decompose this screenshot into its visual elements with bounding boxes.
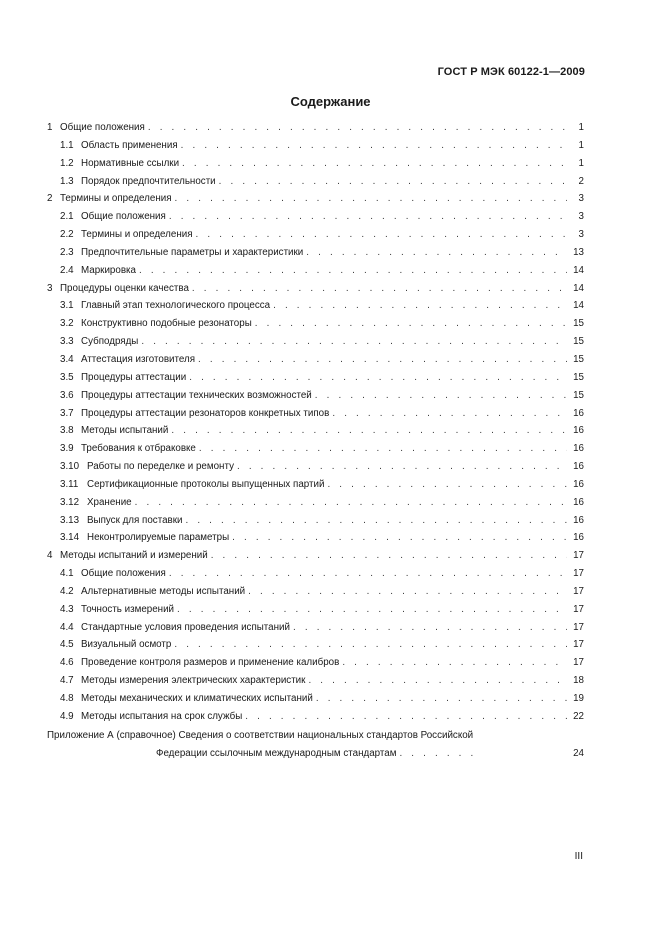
toc-entry: [47, 690, 584, 708]
toc-entry-number: 4.2: [60, 585, 74, 597]
toc-entry-number: 4.7: [60, 675, 74, 687]
toc-entry-number: 4.8: [60, 693, 74, 704]
dot-leader: [327, 476, 567, 494]
toc-entry: [47, 636, 584, 654]
toc-entry-number: 3.14: [60, 532, 80, 544]
toc-entry-number: 3.9: [60, 443, 74, 455]
toc-entry-title: Визуальный осмотр: [81, 639, 172, 651]
dot-leader: [211, 547, 567, 565]
toc-entry-title: Неконтролируемые параметры: [87, 532, 230, 544]
toc-entry-number: 3: [47, 282, 53, 294]
dot-leader: [171, 422, 567, 440]
toc-entry-number: 4.5: [60, 639, 74, 651]
table-of-contents: [47, 119, 584, 762]
toc-entry-page: 17: [573, 585, 584, 597]
toc-entry: [47, 654, 584, 672]
toc-entry-title: Маркировка: [81, 264, 136, 276]
toc-entry-page: 16: [573, 514, 584, 526]
toc-entry-number: 2.1: [60, 211, 74, 223]
toc-entry-title: Процедуры аттестации: [81, 371, 187, 383]
dot-leader: [175, 190, 567, 208]
toc-entry-page: 14: [573, 300, 584, 312]
toc-entry-number: 4.6: [60, 657, 74, 669]
page-title: Содержание: [290, 94, 371, 109]
toc-entry: [47, 476, 584, 494]
toc-entry: [47, 333, 584, 351]
toc-entry-title: Стандартные условия проведения испытаний: [81, 621, 290, 633]
dot-leader: [169, 208, 567, 226]
dot-leader: [185, 512, 567, 530]
appendix-title-line1: Приложение А (справочное) Сведения о соответствии национальных стандартов Российской: [47, 729, 474, 741]
toc-entry-page: 1: [578, 157, 584, 169]
toc-entry-page: 3: [578, 193, 584, 205]
toc-entry-number: 2.4: [60, 264, 74, 276]
document-code: ГОСТ Р МЭК 60122-1—2009: [437, 66, 585, 78]
toc-entry-number: 3.2: [60, 318, 74, 330]
toc-entry-page: 15: [573, 318, 584, 330]
toc-entry-number: 3.1: [60, 300, 74, 312]
page-folio: III: [574, 851, 583, 862]
toc-entry-title: Термины и определения: [81, 229, 193, 241]
toc-entry-title: Методы испытания на срок службы: [81, 710, 243, 722]
toc-entry-page: 18: [573, 675, 584, 687]
dot-leader: [219, 173, 567, 191]
toc-entry: [47, 297, 584, 315]
dot-leader: [196, 226, 567, 244]
toc-entry: [47, 565, 584, 583]
appendix-page-number: 24: [573, 747, 584, 759]
dot-leader: [316, 690, 567, 708]
toc-entry-title: Процедуры аттестации резонаторов конкретных типов: [81, 407, 330, 419]
toc-appendix-entry: [47, 727, 584, 763]
toc-entry: [47, 387, 584, 405]
toc-entry-page: 16: [573, 425, 584, 437]
toc-entry: [47, 422, 584, 440]
toc-entry-page: 15: [573, 389, 584, 401]
toc-entry-page: 15: [573, 371, 584, 383]
toc-entry-number: 3.10: [60, 461, 80, 473]
toc-entry: [47, 208, 584, 226]
toc-entry-title: Методы испытаний: [81, 425, 169, 437]
dot-leader: [182, 155, 567, 173]
toc-entry-number: 4.9: [60, 710, 74, 722]
dot-leader: [232, 529, 567, 547]
toc-entry-number: 3.6: [60, 389, 74, 401]
dot-leader: [199, 440, 567, 458]
toc-entry-number: 2.3: [60, 246, 74, 258]
toc-entry-title: Работы по переделке и ремонту: [87, 461, 234, 473]
toc-entry: [47, 369, 584, 387]
toc-entry: [47, 405, 584, 423]
toc-entry: [47, 494, 584, 512]
toc-entry-number: 1.1: [60, 139, 74, 151]
toc-entry: [47, 280, 584, 298]
toc-entry-title: Общие положения: [81, 568, 166, 580]
toc-entry-page: 3: [578, 211, 584, 223]
toc-entry: [47, 512, 584, 530]
toc-entry-number: 3.13: [60, 514, 80, 526]
toc-entry: [47, 601, 584, 619]
toc-entry-number: 3.7: [60, 407, 74, 419]
toc-entry: [47, 458, 584, 476]
toc-entry-page: 17: [573, 603, 584, 615]
toc-entry: [47, 226, 584, 244]
dot-leader: [315, 387, 567, 405]
toc-entry-page: 17: [573, 550, 584, 562]
toc-entry: [47, 173, 584, 191]
toc-entry-title: Хранение: [87, 496, 132, 508]
toc-entry: [47, 440, 584, 458]
toc-entry-title: Точность измерений: [81, 603, 175, 615]
toc-entry: [47, 119, 584, 137]
toc-entry: [47, 529, 584, 547]
toc-entry-title: Альтернативные методы испытаний: [81, 585, 246, 597]
toc-entry-page: 16: [573, 496, 584, 508]
toc-entry-number: 2.2: [60, 229, 74, 241]
toc-entry-number: 3.5: [60, 371, 74, 383]
toc-entry: [47, 155, 584, 173]
toc-entry-number: 3.12: [60, 496, 80, 508]
toc-entry-title: Область применения: [81, 139, 178, 151]
toc-entry-title: Методы механических и климатических испытаний: [81, 693, 313, 704]
toc-entry-number: 3.4: [60, 353, 74, 365]
toc-entry-page: 17: [573, 621, 584, 633]
dot-leader: [198, 351, 567, 369]
dot-leader: [293, 619, 567, 637]
toc-entry: [47, 315, 584, 333]
toc-entry-page: 17: [573, 639, 584, 651]
toc-entry-number: 3.3: [60, 336, 74, 348]
toc-entry-page: 1: [578, 122, 584, 133]
toc-entry-title: Общие положения: [60, 122, 145, 133]
toc-entry-page: 3: [578, 229, 584, 241]
toc-entry-page: 17: [573, 657, 584, 669]
dot-leader: [174, 636, 567, 654]
toc-entries: [47, 119, 584, 726]
dot-leader: [181, 137, 567, 155]
toc-entry: [47, 672, 584, 690]
toc-entry-page: 16: [573, 532, 584, 544]
dot-leader: [237, 458, 567, 476]
toc-entry-page: 16: [573, 478, 584, 490]
dot-leader: [332, 405, 567, 423]
toc-entry-title: Сертификационные протоколы выпущенных партий: [87, 478, 325, 490]
dot-leader: [177, 601, 567, 619]
dot-leader: [306, 244, 567, 262]
appendix-title-line2-row: [47, 745, 584, 763]
toc-entry-title: Субподряды: [81, 336, 139, 348]
toc-entry-number: 4.1: [60, 568, 74, 580]
dot-leader: [135, 494, 567, 512]
toc-entry: [47, 583, 584, 601]
dot-leader: [255, 315, 567, 333]
toc-entry-number: 1.2: [60, 157, 74, 169]
toc-entry-title: Нормативные ссылки: [81, 157, 180, 169]
toc-entry-number: 3.11: [60, 478, 79, 490]
dot-leader: [169, 565, 567, 583]
toc-entry-number: 1.3: [60, 175, 74, 187]
toc-entry: [47, 137, 584, 155]
toc-entry-page: 15: [573, 353, 584, 365]
toc-entry: [47, 262, 584, 280]
dot-leader: [308, 672, 567, 690]
toc-entry-page: 14: [573, 264, 584, 276]
toc-entry-number: 2: [47, 193, 53, 205]
toc-entry-title: Конструктивно подобные резонаторы: [81, 318, 252, 330]
toc-entry-number: 1: [47, 122, 53, 133]
toc-entry-title: Аттестация изготовителя: [81, 353, 196, 365]
toc-entry: [47, 190, 584, 208]
dot-leader: [148, 119, 567, 137]
toc-entry-title: Проведение контроля размеров и применение калибров: [81, 657, 340, 669]
toc-entry-page: 17: [573, 568, 584, 580]
toc-entry: [47, 351, 584, 369]
toc-entry-title: Методы испытаний и измерений: [60, 550, 208, 562]
toc-entry-page: 16: [573, 407, 584, 419]
dot-leader: [139, 262, 567, 280]
toc-entry: [47, 547, 584, 565]
toc-entry-page: 15: [573, 336, 584, 348]
toc-entry-title: Предпочтительные параметры и характеристики: [81, 246, 304, 258]
dot-leader: [189, 369, 567, 387]
toc-entry-page: 1: [578, 139, 584, 151]
toc-entry-title: Выпуск для поставки: [87, 514, 183, 526]
appendix-title-line2: Федерации ссылочным международным стандартам: [156, 747, 397, 759]
toc-entry: [47, 619, 584, 637]
toc-entry-title: Требования к отбраковке: [81, 443, 196, 455]
toc-entry-number: 4.4: [60, 621, 74, 633]
dot-leader: [192, 280, 567, 298]
toc-entry: [47, 708, 584, 726]
toc-entry-page: 16: [573, 443, 584, 455]
dot-leader: [273, 297, 567, 315]
dot-leader: [342, 654, 567, 672]
toc-entry-number: 4.3: [60, 603, 74, 615]
toc-entry: [47, 244, 584, 262]
toc-entry-page: 2: [578, 175, 584, 187]
toc-entry-page: 22: [573, 710, 584, 722]
toc-entry-page: 19: [573, 693, 584, 704]
toc-entry-page: 16: [573, 461, 584, 473]
dot-leader: [399, 745, 475, 763]
toc-entry-title: Процедуры аттестации технических возможностей: [81, 389, 312, 401]
toc-entry-title: Главный этап технологического процесса: [81, 300, 271, 312]
toc-entry-number: 3.8: [60, 425, 74, 437]
toc-entry-title: Методы измерения электрических характеристик: [81, 675, 306, 687]
dot-leader: [248, 583, 567, 601]
dot-leader: [245, 708, 567, 726]
toc-entry-number: 4: [47, 550, 53, 562]
toc-entry-title: Порядок предпочтительности: [81, 175, 216, 187]
toc-entry-page: 13: [573, 246, 584, 258]
dot-leader: [141, 333, 567, 351]
toc-entry-title: Термины и определения: [60, 193, 172, 205]
toc-entry-title: Общие положения: [81, 211, 166, 223]
toc-entry-title: Процедуры оценки качества: [60, 282, 189, 294]
toc-entry-page: 14: [573, 282, 584, 294]
